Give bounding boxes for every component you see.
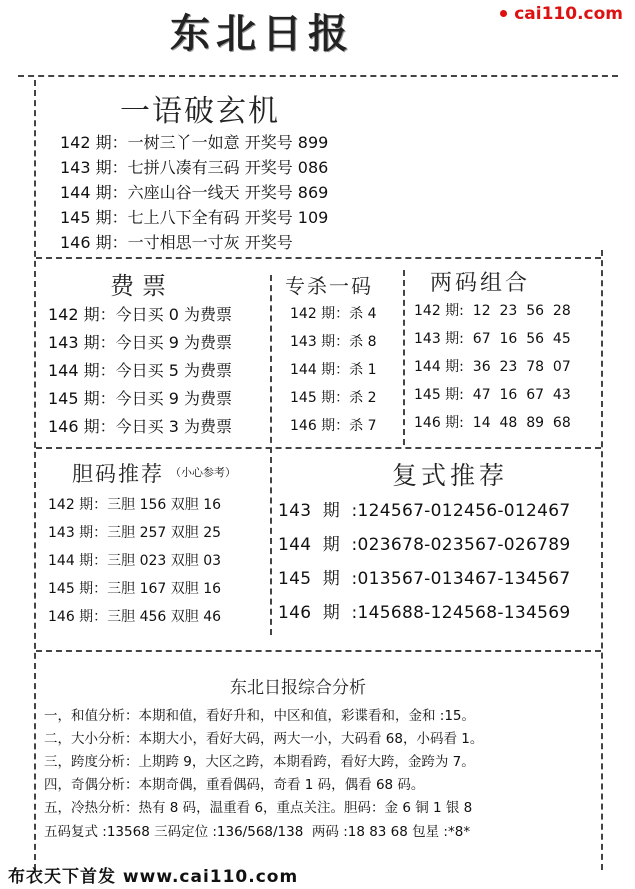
analysis-row: 一，和值分析：本期和值，看好升和，中区和值，彩谍看和，金和 :15。 [44, 708, 476, 724]
liangma-row: 142 期: 12 23 56 28 [414, 303, 571, 319]
analysis-title: 东北日报综合分析 [230, 678, 366, 698]
divider-vertical-2 [403, 270, 405, 445]
fushi-row: 143 期 :124567-012456-012467 [278, 501, 571, 521]
yiyu-row: 144 期：六座山谷一线天 开奖号 869 [60, 183, 329, 202]
site-logo: cai110.com [514, 4, 623, 24]
zhuansha-row: 146 期：杀 7 [290, 418, 377, 434]
analysis-row: 四，奇偶分析：本期奇偶，重看偶码，奇看 1 码，偶看 68 码。 [44, 777, 425, 793]
frame-left-border [34, 80, 36, 870]
feipiao-row: 145 期：今日买 9 为费票 [48, 389, 232, 408]
masthead-title: 东北日报 [170, 10, 354, 57]
divider-dan [36, 447, 601, 449]
danma-row: 146 期：三胆 456 双胆 46 [48, 609, 222, 625]
zhuansha-row: 144 期：杀 1 [290, 362, 377, 378]
fushi-title: 复式推荐 [392, 461, 509, 490]
liangma-title: 两码组合 [430, 271, 531, 296]
liangma-row: 145 期: 47 16 67 43 [414, 387, 571, 403]
yiyu-row: 143 期：七拼八凑有三码 开奖号 086 [60, 158, 329, 177]
logo-dot-icon [500, 10, 507, 17]
frame-top-border [18, 75, 618, 77]
zhuansha-row: 145 期：杀 2 [290, 390, 377, 406]
footer-credit: 布衣天下首发 www.cai110.com [8, 867, 299, 887]
fushi-row: 145 期 :013567-013467-134567 [278, 569, 571, 589]
yiyu-row: 142 期：一树三丫一如意 开奖号 899 [60, 133, 329, 152]
liangma-row: 143 期: 67 16 56 45 [414, 331, 571, 347]
danma-title: 胆码推荐 [72, 462, 164, 486]
liangma-row: 144 期: 36 23 78 07 [414, 359, 571, 375]
feipiao-row: 146 期：今日买 3 为费票 [48, 417, 232, 436]
danma-note: （小心参考） [170, 466, 236, 479]
zhuansha-row: 142 期：杀 4 [290, 306, 377, 322]
danma-row: 145 期：三胆 167 双胆 16 [48, 581, 222, 597]
feipiao-row: 143 期：今日买 9 为费票 [48, 333, 232, 352]
frame-right-border [601, 250, 603, 870]
fushi-row: 144 期 :023678-023567-026789 [278, 535, 571, 555]
feipiao-title: 费票 [110, 272, 174, 300]
danma-row: 143 期：三胆 257 双胆 25 [48, 525, 222, 541]
analysis-row: 五，冷热分析：热有 8 码，温重看 6，重点关注。胆码：金 6 铜 1 银 8 [44, 800, 473, 816]
analysis-row: 三，跨度分析：上期跨 9，大区之跨，本期看跨，看好大跨，金跨为 7。 [44, 754, 475, 770]
yiyu-row: 146 期：一寸相思一寸灰 开奖号 [60, 233, 293, 252]
danma-row: 144 期：三胆 023 双胆 03 [48, 553, 222, 569]
yiyu-row: 145 期：七上八下全有码 开奖号 109 [60, 208, 329, 227]
analysis-row: 二，大小分析：本期大小，看好大码，两大一小，大码看 68，小码看 1。 [44, 731, 484, 747]
feipiao-row: 142 期：今日买 0 为费票 [48, 305, 232, 324]
divider-analysis [36, 650, 601, 652]
fushi-row: 146 期 :145688-124568-134569 [278, 603, 571, 623]
feipiao-row: 144 期：今日买 5 为费票 [48, 361, 232, 380]
danma-row: 142 期：三胆 156 双胆 16 [48, 497, 222, 513]
zhuansha-title: 专杀一码 [285, 274, 373, 298]
liangma-row: 146 期: 14 48 89 68 [414, 415, 571, 431]
analysis-row: 五码复式 :13568 三码定位 :136/568/138 两码 :18 83 68 包星 :*8* [44, 824, 471, 840]
yiyu-title: 一语破玄机 [120, 94, 280, 129]
divider-fee [36, 257, 601, 259]
divider-vertical-1 [270, 275, 272, 635]
zhuansha-row: 143 期：杀 8 [290, 334, 377, 350]
